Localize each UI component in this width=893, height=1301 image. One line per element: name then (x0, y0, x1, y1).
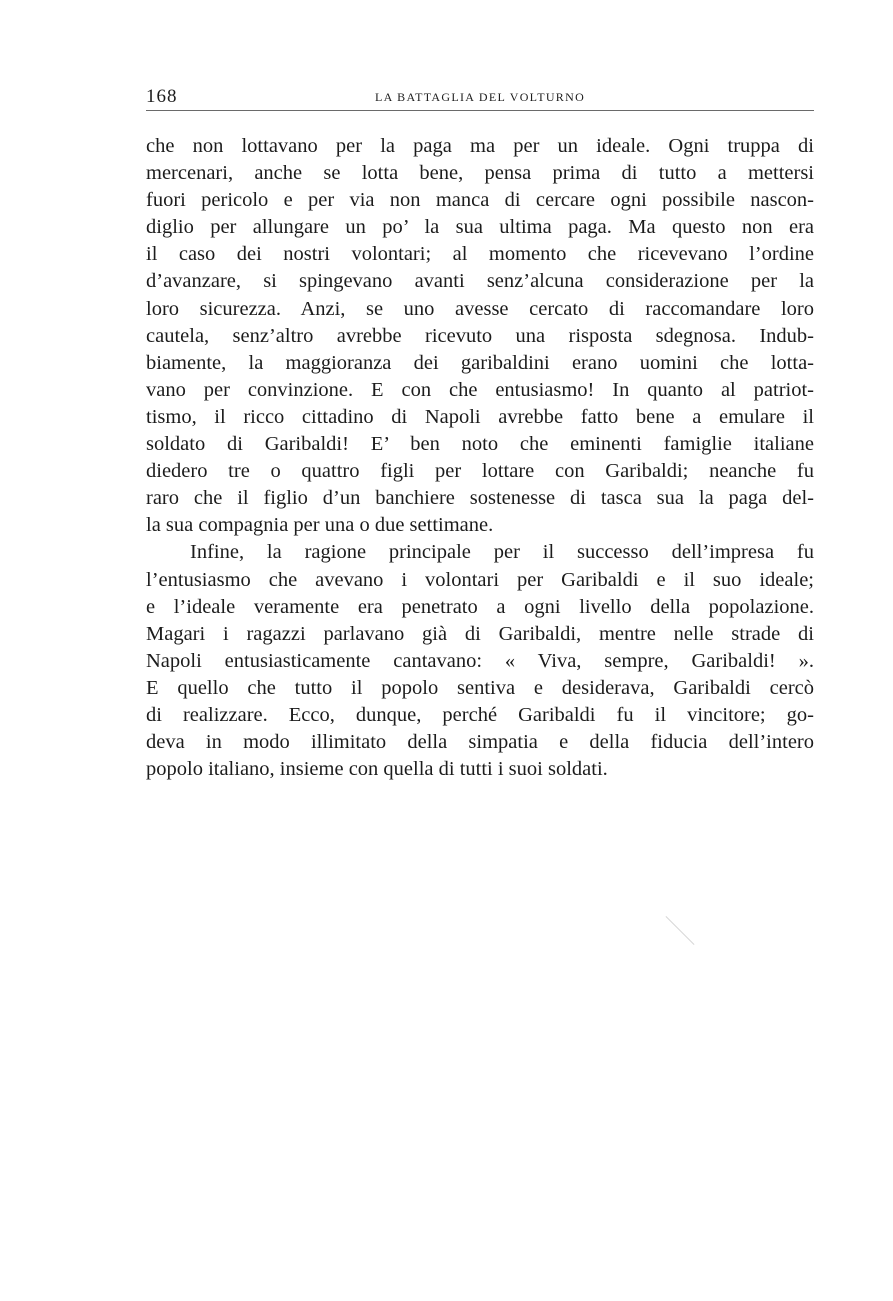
text-line: loro sicurezza. Anzi, se uno avesse cercato di raccomandare loro (146, 297, 814, 320)
text-line: diglio per allungare un po’ la sua ultima paga. Ma questo non era (146, 216, 814, 239)
text-line: di realizzare. Ecco, dunque, perché Garibaldi fu il vincitore; go- (146, 703, 814, 726)
text-line: la sua compagnia per una o due settimane. (146, 514, 494, 537)
running-head (146, 86, 814, 110)
text-line: vano per convinzione. E con che entusiasmo! In quanto al patriot- (146, 378, 814, 401)
text-line: popolo italiano, insieme con quella di tutti i suoi soldati. (146, 758, 608, 781)
paragraph-1 (146, 133, 814, 539)
text-line: cautela, senz’altro avrebbe ricevuto una risposta sdegnosa. Indub- (146, 324, 814, 347)
text-line: che non lottavano per la paga ma per un ideale. Ogni truppa di (146, 135, 814, 157)
body-text (146, 133, 814, 783)
text-line: raro che il figlio d’un banchiere sostenesse di tasca sua la paga del- (146, 487, 814, 510)
running-title: LA BATTAGLIA DEL VOLTURNO (374, 90, 586, 104)
text-line: fuori pericolo e per via non manca di cercare ogni possibile nascon- (146, 189, 814, 212)
text-line: Napoli entusiasticamente cantavano: « Viva, sempre, Garibaldi! ». (146, 649, 814, 672)
text-line: il caso dei nostri volontari; al momento che ricevevano l’ordine (146, 243, 814, 266)
text-line: l’entusiasmo che avevano i volontari per Garibaldi e il suo ideale; (146, 568, 814, 591)
text-line: tismo, il ricco cittadino di Napoli avrebbe fatto bene a emulare il (146, 405, 814, 428)
text-line: soldato di Garibaldi! E’ ben noto che eminenti famiglie italiane (146, 433, 814, 456)
text-line: e l’ideale veramente era penetrato a ogni livello della popolazione. (146, 595, 814, 618)
header-rule (146, 110, 814, 111)
paragraph-2 (146, 539, 814, 783)
text-line: E quello che tutto il popolo sentiva e desiderava, Garibaldi cercò (146, 676, 814, 699)
text-line: mercenari, anche se lotta bene, pensa prima di tutto a mettersi (146, 162, 814, 185)
text-line: diedero tre o quattro figli per lottare con Garibaldi; neanche fu (146, 460, 814, 483)
text-line: d’avanzare, si spingevano avanti senz’alcuna considerazione per la (146, 270, 814, 293)
text-line: Magari i ragazzi parlavano già di Garibaldi, mentre nelle strade di (146, 622, 814, 645)
text-line: biamente, la maggioranza dei garibaldini erano uomini che lotta- (146, 351, 814, 374)
page-number: 168 (146, 86, 178, 107)
scan-mark (666, 916, 695, 945)
text-line: deva in modo illimitato della simpatia e della fiducia dell’intero (146, 731, 814, 754)
text-line: Infine, la ragione principale per il successo dell’impresa fu (190, 541, 814, 564)
